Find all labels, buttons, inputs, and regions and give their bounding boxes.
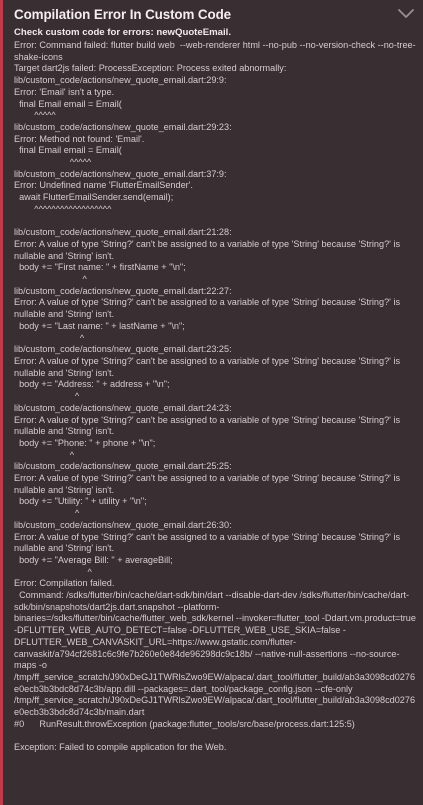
chevron-down-icon[interactable] (397, 6, 415, 20)
panel-header (3, 0, 423, 22)
error-log: Error: Command failed: flutter build web --web-renderer html --no-pub --no-version-check --no-tree-shake-icons Target dart2js failed: ProcessException: Process exited abnormally: lib/custom_code/actions/new_quote_email.dart:29:9: Error: 'Email' isn't a type. final Email email = Email( ^^^^^ lib/custom_code/actions/new_quote_email.dart:29:23: Error: Method not found: 'Email'. final Email email = Email( ^^^^^ lib/custom_code/actions/new_quote_email.dart:37:9: Error: Undefined name 'FlutterEmailSender'. await FlutterEmailSender.send(email); ^^^^^^^^^^^^^^^^^^ lib/custom_code/actions/new_quote_email.dart:21:28: Error: A value of type 'String?' can't be assigned to a variable of type 'String' because 'String?' is nullable and 'String' isn't. body += "First name: " + firstName + "\n"; ^ lib/custom_code/actions/new_quote_email.dart:22:27: Error: A value of type 'String?' can't be assigned to a variable of type 'String' because 'String?' is nullable and 'String' isn't. body += "Last name: " + lastName + "\n"; ^ lib/custom_code/actions/new_quote_email.dart:23:25: Error: A value of type 'String?' can't be assigned to a variable of type 'String' because 'String?' is nullable and 'String' isn't. body += "Address: " + address + "\n"; ^ lib/custom_code/actions/new_quote_email.dart:24:23: Error: A value of type 'String?' can't be assigned to a variable of type 'String' because 'String?' is nullable and 'String' isn't. body += "Phone: " + phone + "\n"; ^ lib/custom_code/actions/new_quote_email.dart:25:25: Error: A value of type 'String?' can't be assigned to a variable of type 'String' because 'String?' is nullable and 'String' isn't. body += "Utility: " + utility + "\n"; ^ lib/custom_code/actions/new_quote_email.dart:26:30: Error: A value of type 'String?' can't be assigned to a variable of type 'String' because 'String?' is nullable and 'String' isn't. body += "Average Bill: " + averageBill; ^ Error: Compilation failed. Command: /sdks/flutter/bin/cache/dart-sdk/bin/dart --disable-dart-dev /sdks/flutter/bin/cache/dart-sdk/bin/snapshots/dart2js.dart.snapshot --platform-binaries=/sdks/flutter/bin/cache/flutter_web_sdk/kernel --invoker=flutter_tool -Ddart.vm.product=true -DFLUTTER_WEB_AUTO_DETECT=false -DFLUTTER_WEB_USE_SKIA=false -DFLUTTER_WEB_CANVASKIT_URL=https://www.gstatic.com/flutter-canvaskit/a794cf2681c6c9fe7b260e0e84de96298dc9c18b/ --native-null-assertions --no-source-maps -o /tmp/ff_service_scratch/J90xDeGJ1TWRlsZwo9EW/alpaca/.dart_tool/flutter_build/ab3a3098cd0276e0ecb3b3bdc8d74c3b/app.dill --packages=.dart_tool/package_config.json --cfe-only /tmp/ff_service_scratch/J90xDeGJ1TWRlsZwo9EW/alpaca/.dart_tool/flutter_build/ab3a3098cd0276e0ecb3b3bdc8d74c3b/main.dart #0 RunResult.throwException (package:flutter_tools/src/base/process.dart:125:5) Exception: Failed to compile application for the Web. (14, 40, 416, 753)
panel-title: Compilation Error In Custom Code (14, 7, 232, 22)
panel-subtitle: Check custom code for errors: newQuoteEmail. (14, 27, 231, 38)
